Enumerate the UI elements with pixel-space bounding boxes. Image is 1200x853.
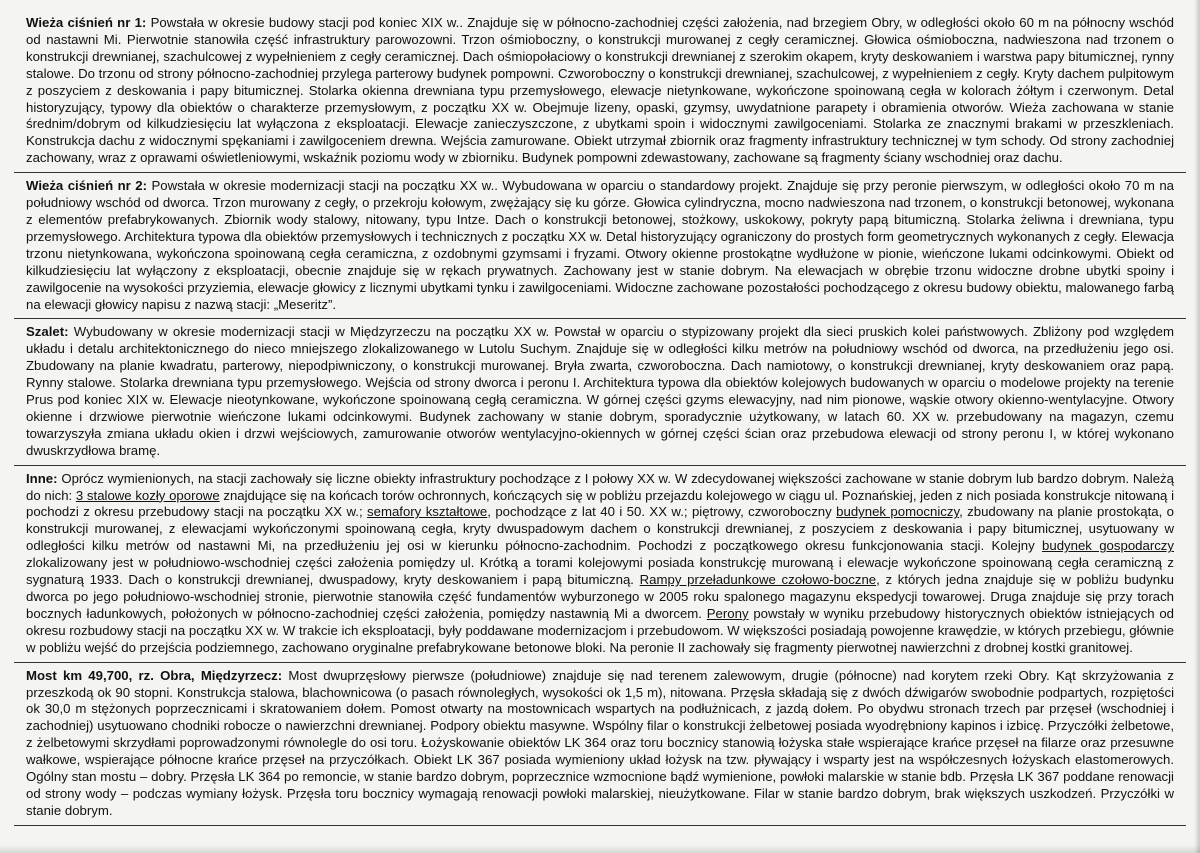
section-heading: Szalet: — [26, 324, 69, 340]
scan-bottom-shadow — [0, 845, 1200, 853]
underlined-term: 3 stalowe kozły oporowe — [75, 487, 220, 503]
paragraph-water-tower-2 — [26, 178, 1174, 313]
scan-edge-shadow — [1194, 0, 1200, 853]
paragraph-bridge — [26, 668, 1174, 820]
section-heading: Wieża ciśnień nr 2: — [26, 178, 147, 194]
section-heading: Most km 49,700, rz. Obra, Międzyrzecz: — [26, 667, 283, 683]
underlined-term: budynek gospodarczy — [1042, 538, 1174, 554]
body-text: , z których jedna znajduje się w pobliżu budynku dworca po jego południowo-wschodniej stronie, pierwotnie stanowiła część fundamentów wyburzonego w 2005 roku spalonego magazynu ekspedycji towarowej. Druga znajduje się przy torach bocznych ładunkowych, położonych w północno-zachodniej części założenia, pomiędzy nastawnią Mi a dworcem. — [26, 572, 1174, 621]
section-body: Powstała w okresie budowy stacji pod koniec XIX w.. Znajduje się w północno-zachodniej części założenia, nad brzegiem Obry, w odległości około 60 m na północny wschód od nastawni Mi. Pierwotnie stanowiła część infrastruktury parowozowni. Trzon ośmioboczny, o konstrukcji murowanej z cegły ceramicznej. Głowica ośmioboczna, nadwieszona nad trzonem o konstrukcji drewnianej, szachulcowej z wypełnieniem z cegły ceramicznej. Dach ośmiopołaciowy o konstrukcji drewnianej z szerokim okapem, kryty deskowaniem i warstwa papy bitumicznej, rynny stalowe. Do trzonu od strony północno-zachodniej przylega parterowy budynek pompowni. Czworoboczny o konstrukcji drewnianej, szachulcowej, z wypełnieniem z cegły. Kryty dachem pulpitowym z poszyciem z deskowania i papy bitumicznej. Stolarka okienna drewniana typu przemysłowego, elewacje nietynkowane, wykończone spoinowaną cegła w kolorach żółtym i czerwonym. Detal historyzujący, typowy dla obiektów o charakterze przemysłowym, z początku XX w. Obejmuje lizeny, opaski, gzymsy, uwydatnione parapety i obramienia otworów. Wieża zachowana w stanie średnim/dobrym od kilkudziesięciu lat wyłączona z eksploatacji. Elewacje zanieczyszczone, z ubytkami spoin i widocznymi zawilgoceniami. Stolarka ze znacznymi brakami w przeszkleniach. Konstrukcja dachu z widocznymi spękaniami i zawilgoceniem drewna. Wejścia zamurowane. Obiekt utrzymał zbiornik oraz fragmenty infrastruktury technicznej w tym schody. Od strony zachodniej zachowany, wraz z oprawami oświetleniowymi, wskaźnik poziomu wody w zbiorniku. Budynek pompowni zdewastowany, zachowane są fragmenty ściany wschodniej oraz dachu. — [26, 15, 1175, 166]
section-body: Powstała w okresie modernizacji stacji na początku XX w.. Wybudowana w oparciu o standardowy projekt. Znajduje się przy peronie pierwszym, w odległości około 70 m na południowy wschód od dworca. Trzon murowany z cegły, o przekroju kołowym, zwężający się ku górze. Głowica cylindryczna, mocno nadwieszona nad trzonem, o konstrukcji betonowej, wykonana z elementów prefabrykowanych. Zbiornik wody stalowy, nitowany, typu Intze. Dach o konstrukcji betonowej, stożkowy, uskokowy, pokryty papą bitumiczną. Stolarka żeliwna i drewniana, typu przemysłowego. Architektura typowa dla obiektów przemysłowych i technicznych z początku XX w. Detal historyzujący ograniczony do prostych form geometrycznych wykonanych z cegły. Elewacja trzonu nietynkowana, wykończona spoinowaną cegła ceramiczna, z ozdobnymi gzymsami i fryzami. Otwory okienne prostokątne wydłużone w pionie, wieńczone lukami odcinkowymi. Obiekt od kilkudziesięciu lat wyłączony z eksploatacji, obecnie znajduje się w rękach prywatnych. Zachowany jest w stanie dobrym. Na elewacjach w obrębie trzonu widoczne drobne ubytki spoiny i zawilgocenie na wysokości przyziemia, elewacje głowicy z licznymi ubytkami tynku i zawilgoceniami. Widoczne zachowane pozostałości pochodzącego z okresu budowy obiektu, malowanego farbą na elewacji głowicy napisu z nazwą stacji: „Meseritz”. — [26, 178, 1174, 312]
underlined-term: Rampy przeładunkowe czołowo-boczne — [639, 572, 877, 588]
body-text: powstały w wyniku przebudowy historycznych obiektów istniejących od okresu rozbudowy stacji na początku XX w. W trakcie ich eksploatacji, były poddawane modernizacjom i przebudowom. W większości posiadają powojenne krawędzie, w których przebiegu, głównie w pobliżu wejść do przejścia podziemnego, zachowano oryginalne prefabrykowane betonowe bloki. Na peronie II zachowały się fragmenty pierwotnej nawierzchni z drobnej kostki granitowej. — [26, 605, 1174, 655]
section-body: Most dwuprzęsłowy pierwsze (południowe) znajduje się nad terenem zalewowym, drugie (północne) nad korytem rzeki Obry. Kąt skrzyżowania z przeszkodą ok 90 stopni. Konstrukcja stalowa, blachownicowa (o pasach równoległych, wysokości ok 1,5 m), nitowana. Przęsła składają się z dwóch dźwigarów swobodnie podpartych, rozpiętości ok 30,0 m stężonych poprzecznicami i skratowaniem dołem. Pomost otwarty na mostownicach wspartych na podłużnicach, z jazdą dołem. Po obydwu stronach trzech par przęseł (wschodniej i zachodniej) usytuowano chodniki robocze o nawierzchni drewnianej. Podpory obiektu masywne. Wspólny filar o konstrukcji żelbetowej posiada wyodrębniony kapinos i izbicę. Przyczółki żelbetowe, z żelbetowymi skrzydłami poprowadzonymi równolegle do osi toru. Łożyskowanie obiektów LK 364 oraz toru bocznicy stanowią łożyska stałe wspierające krańce przęseł na filarze oraz przesuwne wałkowe, wspierające północne krańce przęseł na przyczółkach. Obiekt LK 367 posiada wymieniony układ łożysk na tzw. pływający i wsparty jest na współczesnych łożyskach elastomerowych. Ogólny stan mostu – dobry. Przęsła LK 364 po remoncie, w stanie bardzo dobrym, poprzecznice wzmocnione bądź wymienione, powłoki malarskie w stanie bdb. Przęsła LK 367 poddane renowacji od strony wody – podczas wymiany łożysk. Przęsła toru bocznicy wymagają renowacji powłoki malarskiej, nieużytkowane. Filar w stanie bardzo dobrym, brak większych uszkodzeń. Przyczółki w stanie dobrym. — [26, 667, 1174, 818]
underlined-term: Perony — [706, 605, 749, 621]
body-text: , pochodzące z lat 40 i 50. XX w.; piętrowy, czworoboczny — [487, 504, 837, 520]
underlined-term: budynek pomocniczy — [836, 504, 960, 520]
underlined-term: semafory kształtowe — [367, 504, 488, 520]
section-toilet-building — [14, 319, 1186, 465]
section-water-tower-2 — [14, 173, 1186, 319]
body-text: zlokalizowany jest w południowo-wschodniej części założenia pomiędzy ul. Krótką a torami kolejowymi posiada konstrukcję murowaną i elewacje wykończone spoinowaną cegła ceramiczną z sygnaturą 1933. Dach o konstrukcji drewnianej, dwuspadowy, kryty deskowaniem i papą bitumiczną. — [26, 555, 1174, 588]
section-other-infrastructure — [14, 466, 1186, 663]
paragraph-toilet-building — [26, 324, 1174, 459]
section-bridge — [14, 663, 1186, 826]
section-water-tower-1 — [14, 10, 1186, 173]
body-text: Oprócz wymienionych, na stacji zachowały się liczne obiekty infrastruktury pochodzące z I połowy XX w. W zdecydowanej większości zachowane w stanie dobrym lub bardzo dobrym. Należą do nich: — [26, 470, 1174, 503]
section-heading: Wieża ciśnień nr 1: — [26, 15, 147, 30]
paragraph-water-tower-1 — [26, 15, 1174, 167]
body-text: znajdujące się na końcach torów ochronnych, kończących się w pobliżu przejazdu kolejowego w ciągu ul. Poznańskiej, jeden z nich posiada konstrukcje nitowaną i pochodzi z okresu przebudowy stacji na początku XX w.; — [26, 487, 1174, 520]
section-heading: Inne: — [26, 470, 58, 486]
section-body: Wybudowany w okresie modernizacji stacji w Międzyrzeczu na początku XX w. Powstał w oparciu o stypizowany projekt dla sieci pruskich kolei państwowych. Zbliżony pod względem układu i detalu architektonicznego do nieco mniejszego zlokalizowanego w Lutolu Suchym. Znajduje się w odległości kilku metrów na południowy wschód od dworca, na przedłużeniu jego osi. Zbudowany na planie kwadratu, parterowy, niepodpiwniczony, o konstrukcji murowanej. Bryła zwarta, czworoboczna. Dach namiotowy, o konstrukcji drewnianej, kryty deskowaniem oraz papą. Rynny stalowe. Stolarka drewniana typu przemysłowego. Wejścia od strony dworca i peronu I. Architektura typowa dla obiektów kolejowych budowanych w oparciu o modelowe projekty na terenie Prus pod koniec XIX w. Elewacje nieotynkowane, wykończone spoinowaną cegłą ceramiczna. W górnej części gzyms elewacyjny, nad nim pionowe, wąskie otwory okienno-wentylacyjne. Otwory okienne i drzwiowe pierwotnie wieńczone lukami odcinkowymi. Budynek zachowany w stanie dobrym, sporadycznie użytkowany, w latach 60. XX w. przebudowany na magazyn, czemu towarzyszyła zmiana układu okien i drzwi wejściowych, zamurowanie otworów wentylacyjno-okiennych w górnej części ścian oraz przebudowa elewacji od strony peronu I, w której wykonano dwuskrzydłowa bramę. — [26, 324, 1174, 458]
body-text: , zbudowany na planie prostokąta, o konstrukcji murowanej, z elewacjami wykończonymi spoinowaną cegła, kryty dwuspadowym dachem o konstrukcji drewnianej, z poszyciem z deskowania i papy bitumicznej, usytuowany w odległości kilku metrów od nastawni Mi, na przedłużeniu jej osi w kierunku północno-zachodnim. Pochodzi z początkowego okresu funkcjonowania stacji. Kolejny — [26, 504, 1175, 554]
paragraph-other-infrastructure — [26, 471, 1174, 657]
